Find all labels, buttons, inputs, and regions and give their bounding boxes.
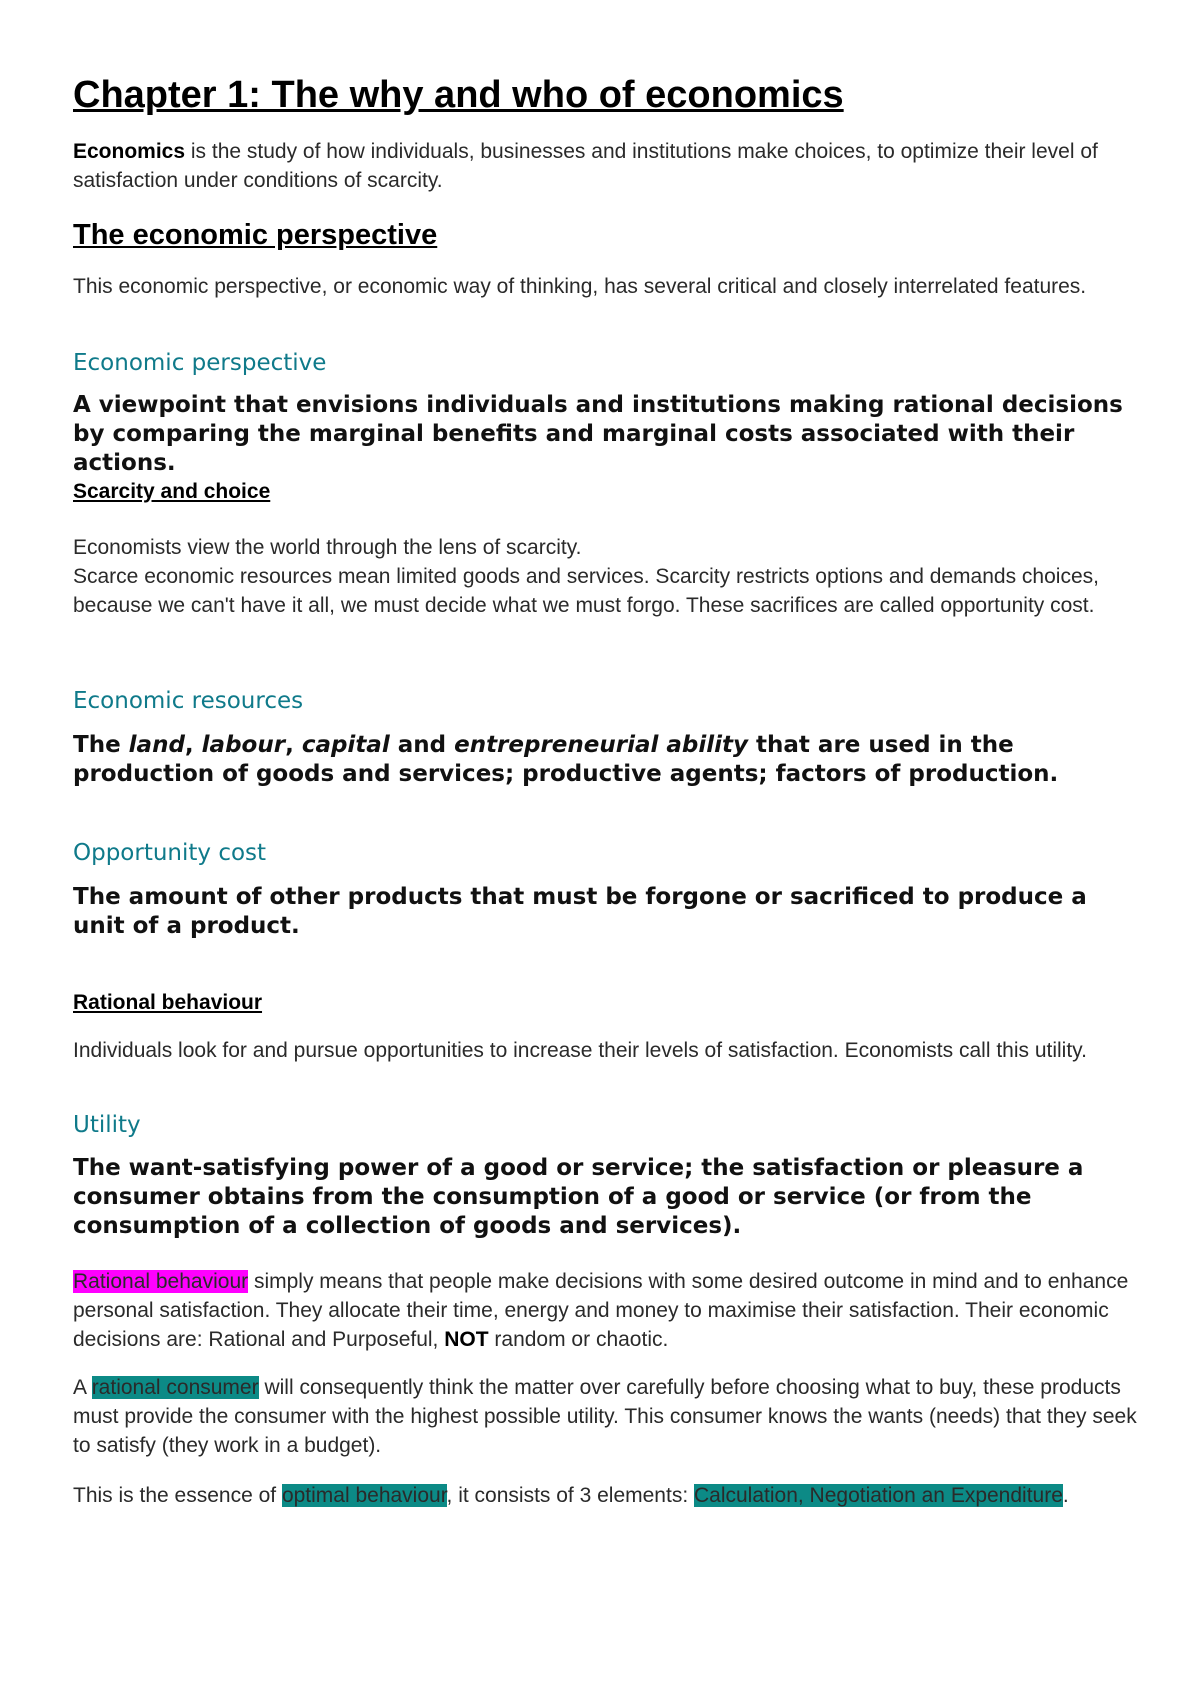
para1-bold-not: NOT [444,1328,489,1351]
intro-paragraph [73,137,1143,195]
highlight-optimal-behaviour: optimal behaviour [281,1484,447,1507]
term-economic-perspective: Economic perspective [73,350,327,376]
section-heading-perspective: The economic perspective [73,219,438,251]
resources-text-3: , [285,732,302,758]
resources-text-4: and [389,732,455,758]
resources-text-1: The [73,732,129,758]
paragraph-rational-behaviour [73,1267,1143,1354]
para3-mid: , it consists of 3 elements: [446,1484,694,1507]
perspective-paragraph: This economic perspective, or economic way of thinking, has several critical and closely interrelated features. [73,275,1087,298]
intro-term: Economics [73,140,186,163]
resources-text-2: , [184,732,202,758]
resources-italic-labour: labour [201,732,286,758]
para2-start: A [73,1376,92,1399]
subheading-rational-behaviour: Rational behaviour [73,991,263,1014]
intro-text: is the study of how individuals, businesses and institutions make choices, to optimize their level of satisfaction under conditions of scarcity. [73,140,1098,192]
subheading-scarcity: Scarcity and choice [73,480,271,503]
para1-text: simply means that people make decisions with some desired outcome in mind and to enhance personal satisfaction. They allocate their time, energy and money to maximise their satisfaction. Their economic decisions are: Rational and Purposeful, [73,1270,1129,1351]
page-title: Chapter 1: The why and who of economics [73,74,844,116]
definition-utility: The want-satisfying power of a good or service; the satisfaction or pleasure a consumer obtains from the consumption of a good or service (or from the consumption of a collection of goods and services). [73,1155,1084,1239]
scarcity-line-1: Economists view the world through the lens of scarcity. [73,536,582,559]
para2-text: will consequently think the matter over carefully before choosing what to buy, these products must provide the consumer with the highest possible utility. This consumer knows the wants (needs) that they seek to satisfy (they work in a budget). [73,1376,1137,1457]
paragraph-rational-consumer [73,1373,1143,1460]
highlight-elements: Calculation, Negotiation an Expenditure [693,1484,1063,1507]
resources-text-5: that are used in the production of goods and services; productive agents; factors of production. [73,732,1059,787]
para3-end: . [1062,1484,1069,1507]
scarcity-line-2: Scarce economic resources mean limited goods and services. Scarcity restricts options and demands choices, because we can't have it all, we must decide what we must forgo. These sacrifices are called opportunity cost. [73,565,1099,617]
term-economic-resources: Economic resources [73,688,304,714]
highlight-rational-consumer: rational consumer [91,1376,259,1399]
highlight-rational-behaviour: Rational behaviour [73,1270,249,1293]
para3-start: This is the essence of [73,1484,282,1507]
resources-italic-land: land [128,732,185,758]
definition-economic-resources [73,731,1143,789]
scarcity-paragraph [73,533,1143,620]
term-opportunity-cost: Opportunity cost [73,840,267,866]
resources-italic-entrepreneurial: entrepreneurial ability [454,732,749,758]
definition-opportunity-cost: The amount of other products that must be forgone or sacrificed to produce a unit of a product. [73,884,1087,939]
term-utility: Utility [73,1112,141,1138]
resources-italic-capital: capital [301,732,390,758]
definition-economic-perspective: A viewpoint that envisions individuals and institutions making rational decisions by comparing the marginal benefits and marginal costs associated with their actions. [73,392,1123,476]
paragraph-optimal-behaviour [73,1481,1143,1510]
rational-paragraph: Individuals look for and pursue opportunities to increase their levels of satisfaction. Economists call this utility. [73,1039,1087,1062]
para1-end: random or chaotic. [488,1328,669,1351]
